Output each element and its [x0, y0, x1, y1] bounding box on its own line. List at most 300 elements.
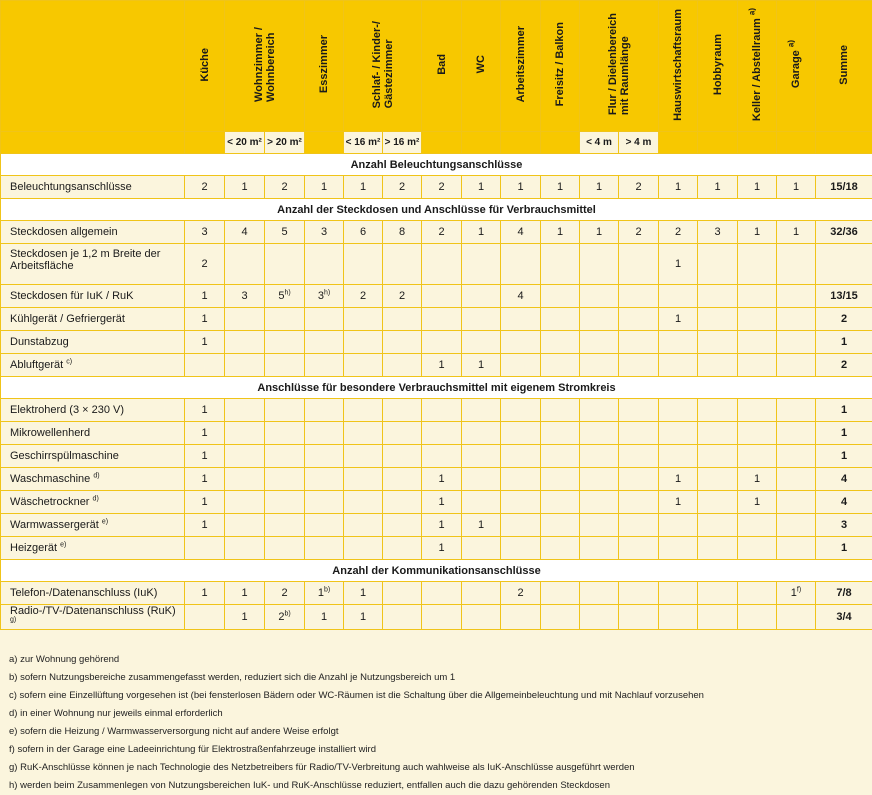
table-row [1, 221, 872, 244]
table-cell [619, 331, 659, 354]
table-cell [344, 468, 383, 491]
table-cell: 1 [462, 176, 501, 199]
header-blank-cell [1, 1, 185, 132]
table-cell [698, 422, 738, 445]
table-cell [462, 422, 501, 445]
table-cell [344, 514, 383, 537]
table-row [1, 468, 872, 491]
table-cell [659, 399, 698, 422]
flur-small-subheader: < 4 m [580, 132, 619, 154]
table-cell [305, 468, 344, 491]
table-cell [501, 514, 541, 537]
col-arbeitszimmer: Arbeitszimmer [501, 1, 541, 132]
col-schlafzimmer: Schlaf- / Kinder-/ Gästezimmer [344, 1, 422, 132]
table-cell: 1 [462, 221, 501, 244]
table-cell [185, 605, 225, 630]
table-cell [225, 445, 265, 468]
table-cell: 1 [816, 399, 872, 422]
table-cell [777, 354, 816, 377]
footnote: e) sofern die Heizung / Warmwasserversorgung nicht auf andere Weise erfolgt [9, 723, 869, 741]
table-cell: 1 [185, 331, 225, 354]
table-cell [305, 514, 344, 537]
table-cell: 1 [541, 221, 580, 244]
table-cell: 1 [816, 422, 872, 445]
table-cell: 1 [659, 468, 698, 491]
table-cell [816, 244, 872, 285]
table-cell [225, 399, 265, 422]
table-cell [344, 244, 383, 285]
table-cell: 2 [619, 176, 659, 199]
table-row [1, 399, 872, 422]
table-row [1, 308, 872, 331]
table-cell [383, 331, 422, 354]
table-cell: 8 [383, 221, 422, 244]
table-cell: Anzahl Beleuchtungsanschlüsse [1, 154, 872, 176]
table-cell [580, 582, 619, 605]
table-cell [225, 422, 265, 445]
table-cell [541, 491, 580, 514]
table-cell: Steckdosen allgemein [1, 221, 185, 244]
table-cell: 1 [344, 582, 383, 605]
table-cell [619, 308, 659, 331]
table-cell: 1 [816, 537, 872, 560]
table-cell: 6 [344, 221, 383, 244]
table-cell [1, 132, 185, 154]
table-cell [305, 244, 344, 285]
table-cell [225, 491, 265, 514]
col-hauswirtschaft: Hauswirtschaftsraum [659, 1, 698, 132]
flur-large-subheader: > 4 m [619, 132, 659, 154]
table-cell [225, 308, 265, 331]
table-cell: 1 [422, 354, 462, 377]
table-cell: Waschmaschine $^{d)}$ [1, 468, 185, 491]
table-cell [698, 514, 738, 537]
table-cell [265, 399, 305, 422]
table-cell [225, 537, 265, 560]
table-cell [698, 468, 738, 491]
table-cell: 3 [185, 221, 225, 244]
table-cell [698, 605, 738, 630]
table-cell [422, 308, 462, 331]
table-cell [619, 399, 659, 422]
table-cell: 3 [698, 221, 738, 244]
table-cell: 5$^{h)}$ [265, 285, 305, 308]
table-cell [541, 582, 580, 605]
section-header [1, 560, 872, 582]
table-cell: 2 [383, 176, 422, 199]
table-cell [541, 537, 580, 560]
footnote: c) sofern eine Einzellüftung vorgesehen ist (bei fensterlosen Bädern oder WC-Räumen ist die Schaltung über die Allgemeinbeleuchtung und mit Nachlauf vorzusehen [9, 687, 869, 705]
table-cell [580, 468, 619, 491]
table-cell [619, 514, 659, 537]
table-cell: 1 [344, 176, 383, 199]
table-cell: 4 [225, 221, 265, 244]
table-cell [777, 491, 816, 514]
table-cell: 2 [501, 582, 541, 605]
table-cell: 1 [777, 221, 816, 244]
subheader-row [1, 132, 872, 154]
table-cell: 2 [185, 244, 225, 285]
table-cell: 1 [185, 445, 225, 468]
footnotes [9, 651, 869, 795]
table-cell [541, 422, 580, 445]
table-cell: 4 [501, 285, 541, 308]
column-header-row [1, 1, 872, 132]
table-cell [422, 244, 462, 285]
footnote: d) in einer Wohnung nur jeweils einmal erforderlich [9, 705, 869, 723]
table-cell: Heizgerät $^{e)}$ [1, 537, 185, 560]
table-cell [619, 605, 659, 630]
table-cell [738, 422, 777, 445]
schlaf-large-subheader: > 16 m² [383, 132, 422, 154]
table-cell [305, 132, 344, 154]
table-cell [580, 514, 619, 537]
table-cell [619, 244, 659, 285]
wohn-small-subheader: < 20 m² [225, 132, 265, 154]
table-cell [501, 445, 541, 468]
table-cell: Abluftgerät $^{c)}$ [1, 354, 185, 377]
table-cell: 1 [698, 176, 738, 199]
table-cell [541, 354, 580, 377]
table-cell: 4 [501, 221, 541, 244]
table-cell: 1 [659, 176, 698, 199]
table-cell: 32/36 [816, 221, 872, 244]
table-cell [659, 331, 698, 354]
table-cell [659, 537, 698, 560]
table-cell: 1 [422, 537, 462, 560]
table-cell [777, 132, 816, 154]
table-cell [541, 605, 580, 630]
table-cell [344, 445, 383, 468]
table-cell: 1 [225, 582, 265, 605]
table-cell [580, 445, 619, 468]
table-cell [738, 244, 777, 285]
table-cell [738, 514, 777, 537]
col-flur: Flur / Dielenbereich mit Raumlänge [580, 1, 659, 132]
table-cell: Radio-/TV-/Datenanschluss (RuK) $^{g)}$ [1, 605, 185, 630]
table-cell [698, 244, 738, 285]
table-cell [659, 514, 698, 537]
table-cell [777, 331, 816, 354]
table-cell [422, 399, 462, 422]
table-cell [580, 399, 619, 422]
table-cell [265, 468, 305, 491]
table-cell [265, 422, 305, 445]
table-cell [383, 354, 422, 377]
table-cell [777, 422, 816, 445]
table-cell [659, 445, 698, 468]
table-cell [659, 354, 698, 377]
table-cell [422, 285, 462, 308]
table-cell: 1 [185, 285, 225, 308]
table-cell [462, 605, 501, 630]
footnote: f) sofern in der Garage eine Ladeeinrichtung für Elektrostraßenfahrzeuge installiert wird [9, 741, 869, 759]
table-cell [738, 445, 777, 468]
table-cell [580, 354, 619, 377]
table-cell [265, 244, 305, 285]
table-cell [777, 605, 816, 630]
table-cell: 3 [225, 285, 265, 308]
table-cell [462, 491, 501, 514]
table-cell [383, 605, 422, 630]
table-row [1, 176, 872, 199]
table-cell [501, 308, 541, 331]
table-cell: 1 [659, 308, 698, 331]
table-cell [501, 132, 541, 154]
table-cell: 1 [738, 491, 777, 514]
table-cell: 1 [738, 468, 777, 491]
table-cell [344, 331, 383, 354]
footnote: g) RuK-Anschlüsse können je nach Technologie des Netzbetreibers für Radio/TV-Verbreitung auch wahlweise als IuK-Anschlüsse ausgeführt werden [9, 759, 869, 777]
table-row [1, 445, 872, 468]
col-bad: Bad [422, 1, 462, 132]
table-cell: Anzahl der Steckdosen und Anschlüsse für Verbrauchsmittel [1, 199, 872, 221]
table-cell [738, 582, 777, 605]
col-keller: Keller / Abstellraum $^{a)}$ [738, 1, 777, 132]
table-cell [698, 331, 738, 354]
table-cell: 4 [816, 468, 872, 491]
table-cell [265, 537, 305, 560]
table-cell [383, 445, 422, 468]
table-cell: 1 [462, 354, 501, 377]
col-esszimmer: Esszimmer [305, 1, 344, 132]
table-cell: Beleuchtungsanschlüsse [1, 176, 185, 199]
table-cell: 2 [422, 176, 462, 199]
table-cell [185, 537, 225, 560]
table-cell [501, 537, 541, 560]
table-cell [265, 308, 305, 331]
table-cell [462, 582, 501, 605]
table-cell [698, 445, 738, 468]
table-cell: Elektroherd (3 × 230 V) [1, 399, 185, 422]
table-row [1, 354, 872, 377]
table-cell: 1 [501, 176, 541, 199]
table-cell: 1 [659, 244, 698, 285]
table-cell [738, 285, 777, 308]
col-wohnzimmer: Wohnzimmer / Wohnbereich [225, 1, 305, 132]
table-cell [541, 244, 580, 285]
table-cell: Steckdosen je 1,2 m Breite der Arbeitsfläche [1, 244, 185, 285]
table-cell [580, 605, 619, 630]
table-cell: 1 [541, 176, 580, 199]
table-cell [619, 422, 659, 445]
footnote: h) werden beim Zusammenlegen von Nutzungsbereichen IuK- und RuK-Anschlüsse reduziert, entfallen auch die dazu gehörenden Steckdosen [9, 777, 869, 795]
table-cell [383, 244, 422, 285]
table-cell: 7/8 [816, 582, 872, 605]
table-cell [777, 445, 816, 468]
table-cell [422, 605, 462, 630]
table-cell: 1$^{b)}$ [305, 582, 344, 605]
table-cell [541, 285, 580, 308]
table-cell [383, 537, 422, 560]
footnote: b) sofern Nutzungsbereiche zusammengefasst werden, reduziert sich die Anzahl je Nutzungsbereich um 1 [9, 669, 869, 687]
footnote: a) zur Wohnung gehörend [9, 651, 869, 669]
table-cell [462, 244, 501, 285]
table-cell [541, 445, 580, 468]
table-cell [501, 331, 541, 354]
table-cell [185, 354, 225, 377]
table-cell [265, 331, 305, 354]
table-cell: 2 [659, 221, 698, 244]
table-cell [619, 491, 659, 514]
table-cell [462, 308, 501, 331]
table-cell [619, 445, 659, 468]
table-cell [738, 331, 777, 354]
table-cell [501, 422, 541, 445]
table-cell [344, 537, 383, 560]
table-cell [659, 132, 698, 154]
table-cell [619, 582, 659, 605]
col-hobbyraum: Hobbyraum [698, 1, 738, 132]
table-cell [659, 422, 698, 445]
table-cell: 2 [422, 221, 462, 244]
table-cell [738, 308, 777, 331]
table-row [1, 285, 872, 308]
table-cell [698, 582, 738, 605]
table-cell: 2 [619, 221, 659, 244]
table-cell [541, 399, 580, 422]
table-cell [383, 399, 422, 422]
section-header [1, 199, 872, 221]
table-cell [619, 354, 659, 377]
table-cell: 2 [265, 176, 305, 199]
wohn-large-subheader: > 20 m² [265, 132, 305, 154]
table-cell [619, 468, 659, 491]
table-cell: 4 [816, 491, 872, 514]
table-cell [501, 491, 541, 514]
table-cell [777, 285, 816, 308]
table-cell [698, 399, 738, 422]
table-cell [305, 422, 344, 445]
table-cell [541, 132, 580, 154]
table-cell: 1 [225, 176, 265, 199]
table-cell: 1 [738, 176, 777, 199]
table-cell [698, 537, 738, 560]
table-cell [659, 582, 698, 605]
table-cell: 1 [185, 308, 225, 331]
table-cell: Geschirrspülmaschine [1, 445, 185, 468]
table-cell [698, 308, 738, 331]
table-cell: 1 [816, 445, 872, 468]
table-cell [777, 399, 816, 422]
table-cell [383, 491, 422, 514]
table-cell [225, 514, 265, 537]
table-cell: 13/15 [816, 285, 872, 308]
table-cell [738, 537, 777, 560]
table-cell [422, 331, 462, 354]
table-cell: Dunstabzug [1, 331, 185, 354]
table-cell: 3 [816, 514, 872, 537]
table-cell: 2 [185, 176, 225, 199]
table-cell [462, 132, 501, 154]
table-cell: 1 [185, 468, 225, 491]
table-cell [462, 399, 501, 422]
table-cell [738, 605, 777, 630]
table-cell [265, 445, 305, 468]
table-cell [305, 537, 344, 560]
table-cell [383, 582, 422, 605]
table-row [1, 537, 872, 560]
table-cell [501, 399, 541, 422]
table-cell: 1 [185, 514, 225, 537]
table-cell [462, 445, 501, 468]
table-cell: 1 [659, 491, 698, 514]
table-cell [422, 422, 462, 445]
table-cell: 3$^{h)}$ [305, 285, 344, 308]
table-cell [225, 354, 265, 377]
table-cell [541, 468, 580, 491]
table-cell [501, 354, 541, 377]
table-cell [462, 468, 501, 491]
table-cell [383, 468, 422, 491]
table-cell [698, 285, 738, 308]
table-cell: 2$^{b)}$ [265, 605, 305, 630]
table-cell: 1 [344, 605, 383, 630]
table-cell [344, 354, 383, 377]
table-cell [225, 468, 265, 491]
table-cell [185, 132, 225, 154]
table-cell: 2 [265, 582, 305, 605]
table-cell: 3/4 [816, 605, 872, 630]
table-cell [541, 331, 580, 354]
col-wc: WC [462, 1, 501, 132]
table-cell [541, 308, 580, 331]
table-cell: Steckdosen für IuK / RuK [1, 285, 185, 308]
table-row [1, 331, 872, 354]
col-kueche: Küche [185, 1, 225, 132]
table-cell [580, 331, 619, 354]
table-cell: 2 [816, 308, 872, 331]
table-cell: 1 [305, 176, 344, 199]
table-cell [383, 308, 422, 331]
table-cell [698, 132, 738, 154]
table-cell [777, 308, 816, 331]
table-cell [777, 244, 816, 285]
table-row [1, 244, 872, 285]
table-cell [344, 422, 383, 445]
table-cell [422, 445, 462, 468]
table-row [1, 491, 872, 514]
section-header [1, 154, 872, 176]
table-row [1, 422, 872, 445]
table-cell [462, 537, 501, 560]
table-cell: 2 [344, 285, 383, 308]
table-cell [305, 445, 344, 468]
table-cell: 1 [777, 176, 816, 199]
table-cell: 1 [225, 605, 265, 630]
table-cell: 1 [580, 176, 619, 199]
table-cell [580, 285, 619, 308]
table-cell [501, 468, 541, 491]
table-cell: 2 [383, 285, 422, 308]
table-cell: Warmwassergerät $^{e)}$ [1, 514, 185, 537]
table-cell [738, 132, 777, 154]
schlaf-small-subheader: < 16 m² [344, 132, 383, 154]
table-cell [738, 354, 777, 377]
table-cell [580, 491, 619, 514]
table-cell: 1 [816, 331, 872, 354]
table-cell [659, 285, 698, 308]
table-row [1, 605, 872, 630]
col-garage: Garage $^{a)}$ [777, 1, 816, 132]
table-cell [225, 331, 265, 354]
table-cell [305, 399, 344, 422]
table-cell: Anschlüsse für besondere Verbrauchsmittel mit eigenem Stromkreis [1, 377, 872, 399]
table-cell: 15/18 [816, 176, 872, 199]
table-cell: 1 [580, 221, 619, 244]
table-cell: 1$^{f)}$ [777, 582, 816, 605]
table-cell: Kühlgerät / Gefriergerät [1, 308, 185, 331]
